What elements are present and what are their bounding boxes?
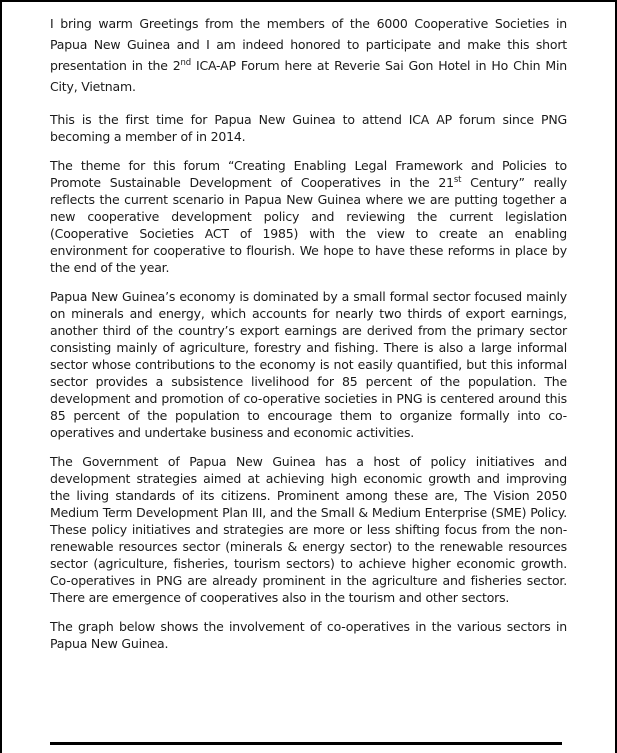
chart-top-border: [50, 742, 562, 745]
paragraph-forum-theme-text-cont: Century” really reflects the current scenario in Papua New Guinea where we are putting together a new cooperative development policy and reviewing the current legislation (Cooperative Societies ACT of 1985) with the view to create an enabling environment for cooperative to flourish. We hope to have these reforms in place by the end of the year.: [50, 175, 567, 275]
document-text-block: [2, 2, 615, 652]
paragraph-economy-overview: Papua New Guinea’s economy is dominated by a small formal sector focused mainly on minerals and energy, which accounts for nearly two thirds of export earnings, another third of the country’s export earnings are derived from the primary sector consisting mainly of agriculture, forestry and fishing. There is also a large informal sector whose contributions to the economy is not easily quantified, but this informal sector provides a subsistence livelihood for 85 percent of the population. The development and promotion of co-operative societies in PNG is centered around this 85 percent of the population to encourage them to organize formally into co-operatives and undertake business and economic activities.: [50, 289, 567, 440]
paragraph-forum-theme: [50, 157, 567, 276]
paragraph-forum-theme-text: The theme for this forum “Creating Enabling Legal Framework and Policies to Promote Sustainable Development of Cooperatives in the 21: [50, 158, 567, 190]
paragraph-greeting: [50, 13, 567, 97]
paragraph-greeting-text: I bring warm Greetings from the members of the 6000 Cooperative Societies in Papua New Guinea and I am indeed honored to participate and make this short presentation in the 2: [50, 16, 567, 73]
paragraph-greeting-text-cont: ICA-AP Forum here at Reverie Sai Gon Hotel in Ho Chin Min City, Vietnam.: [50, 58, 567, 94]
paragraph-first-time-attend: This is the first time for Papua New Guinea to attend ICA AP forum since PNG becoming a member of in 2014.: [50, 112, 567, 144]
paragraph-government-policy: The Government of Papua New Guinea has a host of policy initiatives and development strategies aimed at achieving high economic growth and improving the living standards of its citizens. Prominent among these are, The Vision 2050 Medium Term Development Plan III, and the Small & Medium Enterprise (SME) Policy. These policy initiatives and strategies are more or less shifting focus from the non- renewable resources sector (minerals & energy sector) to the renewable resources sector (agriculture, fisheries, tourism sectors) to achieve higher economic growth. Co-operatives in PNG are already prominent in the agriculture and fisheries sector. There are emergence of cooperatives also in the tourism and other sectors.: [50, 454, 567, 605]
ordinal-superscript-21st: st: [453, 174, 462, 185]
paragraph-graph-intro: The graph below shows the involvement of co-operatives in the various sectors in Papua New Guinea.: [50, 619, 567, 651]
ordinal-superscript-2nd: nd: [180, 57, 191, 68]
